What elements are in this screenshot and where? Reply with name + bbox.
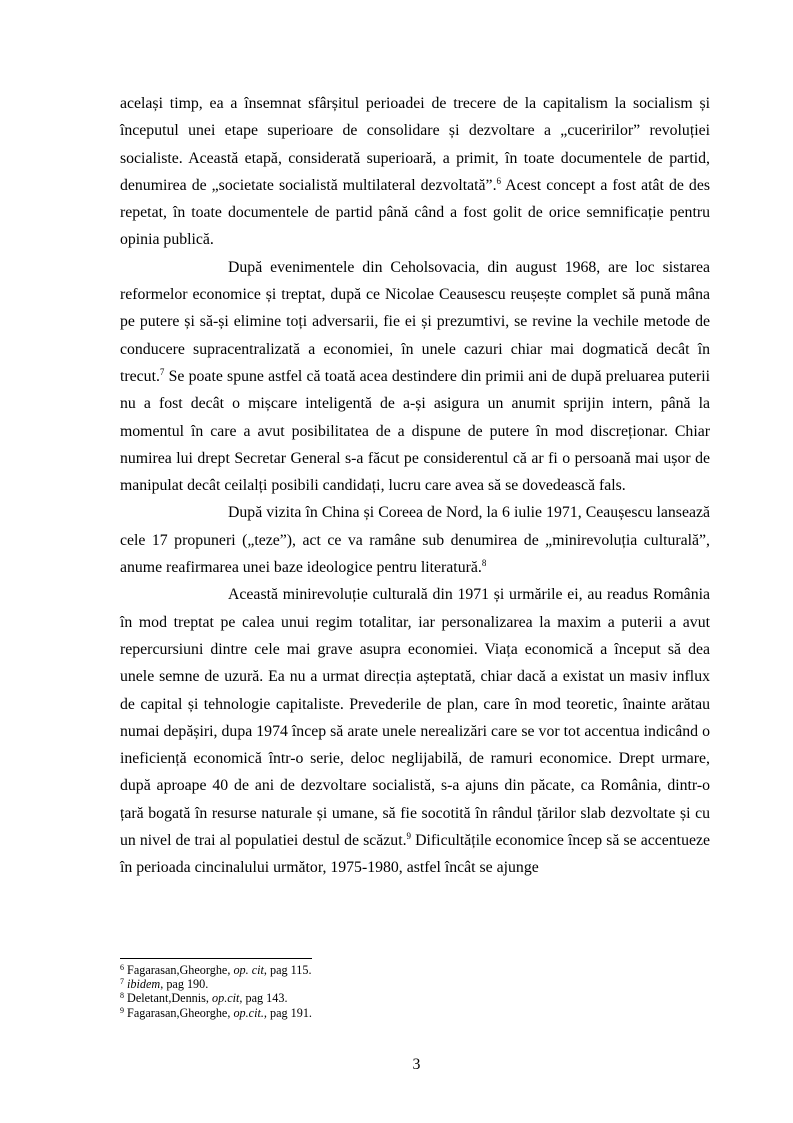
footnote-number: 8 (120, 991, 124, 1001)
body-text (120, 90, 710, 882)
paragraph (120, 90, 710, 254)
paragraph (120, 254, 710, 500)
footnote-separator (120, 958, 312, 959)
footnote-text: pag 191. (266, 1005, 312, 1020)
footnote-text: , pag 115. (263, 963, 312, 977)
paragraph-text: Se poate spune astfel că toată acea destindere din primii ani de după preluarea puterii nu a fost decât o mișcare inteligentă de a-și asigura un anumit sprijin intern, până la momentul în care a avut posibilitatea de a dispune de putere în mod discreționar. Chiar numirea lui drept Secretar General s-a făcut pe considerentul că ar fi o persoană mai ușor de manipulat decât ceilalți posibili candidați, lucru care avea să se dovedească fals. (120, 367, 710, 495)
paragraph-text: Dificultățile economice încep să se accentueze în perioada cincinalului următor, 1975-1980, astfel încât se ajunge (120, 832, 710, 877)
paragraph-text: După evenimentele din Ceholsovacia, din august 1968, are loc sistarea reformelor economice și treptat, după ce Nicolae Ceausescu reușește complet să pună mâna pe putere și să-și elimine toți adversarii, fie ei și prezumtivi, se revine la vechile metode de conducere supracentralizată a economiei, în unele cazuri chiar mai dogmatică decât în trecut. (120, 258, 710, 385)
footnote-text: pag 143. (242, 991, 288, 1006)
footnote-number: 7 (120, 977, 124, 987)
footnotes (120, 963, 710, 1020)
footnote-text: ibidem (127, 977, 161, 992)
paragraph-text: Acest concept a fost atât de des repetat, în toate documentele de partid până când a fost golit de orice semnificație pentru opinia publică. (120, 176, 710, 249)
footnote-reference: 9 (406, 831, 412, 842)
paragraph (120, 499, 710, 581)
paragraph-text: Această minirevoluție culturală din 1971 și urmările ei, au readus România în mod treptat pe calea unui regim totalitar, iar personalizarea la maxim a puterii a avut repercursiuni dintre cele mai grave asupra economiei. Viața economică a început să dea unele semne de uzură. Ea nu a urmat direcția așteptată, chiar dacă a existat un masiv influx de capital și tehnologie capitaliste. Prevederile de plan, care în mod teoretic, înainte arătau numai depășiri, dupa 1974 încep să arate unele nerealizări care se vor tot accentua indicând o ineficiență economică într-o serie, deloc neglijabilă, de ramuri economice. Drept urmare, după aproape 40 de ani de dezvoltare socialistă, s-a ajuns din păcate, ca România, dintr-o țară bogată în resurse naturale și umane, să fie socotită în rândul țărilor slab dezvoltate și cu un nivel de trai al populatiei destul de scăzut. (120, 586, 710, 850)
page-number: 3 (412, 1056, 421, 1073)
footnote-text: , pag 190. (160, 977, 209, 992)
footnote (120, 963, 710, 977)
paragraph-text: același timp, ea a însemnat sfârșitul perioadei de trecere de la capitalism la socialism și începutul unei etape superioare de consolidare și dezvoltare a „cuceririlor” revoluției socialiste. Această etapă, considerată superioară, a primit, în toate documentele de partid, denumirea de „societate socialistă multilateral dezvoltată”. (120, 95, 710, 194)
footnote (120, 991, 710, 1005)
footnote-number: 6 (120, 963, 124, 972)
paragraph-text: După vizita în China și Coreea de Nord, la 6 iulie 1971, Ceaușescu lansează cele 17 propuneri („teze”), act ce va ramâne sub denumirea de „minirevoluția culturală”, anume reafirmarea unei baze ideologice pentru literatură. (120, 504, 710, 577)
footnote-number: 9 (120, 1005, 124, 1015)
footnote-reference: 6 (496, 175, 502, 186)
footnote-text: Fagarasan,Gheorghe, (127, 963, 234, 977)
footnote (120, 1006, 710, 1020)
footnote-text: op.cit., (233, 1005, 267, 1020)
footnote-reference: 8 (481, 558, 487, 569)
footnote (120, 977, 710, 991)
footnote-reference: 7 (159, 366, 165, 377)
footnote-text: op.cit, (212, 991, 243, 1006)
footnote-text: Deletant,Dennis, (127, 991, 212, 1006)
footnote-text: op. cit (233, 963, 264, 977)
paragraph (120, 581, 710, 881)
footnote-text: Fagarasan,Gheorghe, (127, 1005, 234, 1020)
